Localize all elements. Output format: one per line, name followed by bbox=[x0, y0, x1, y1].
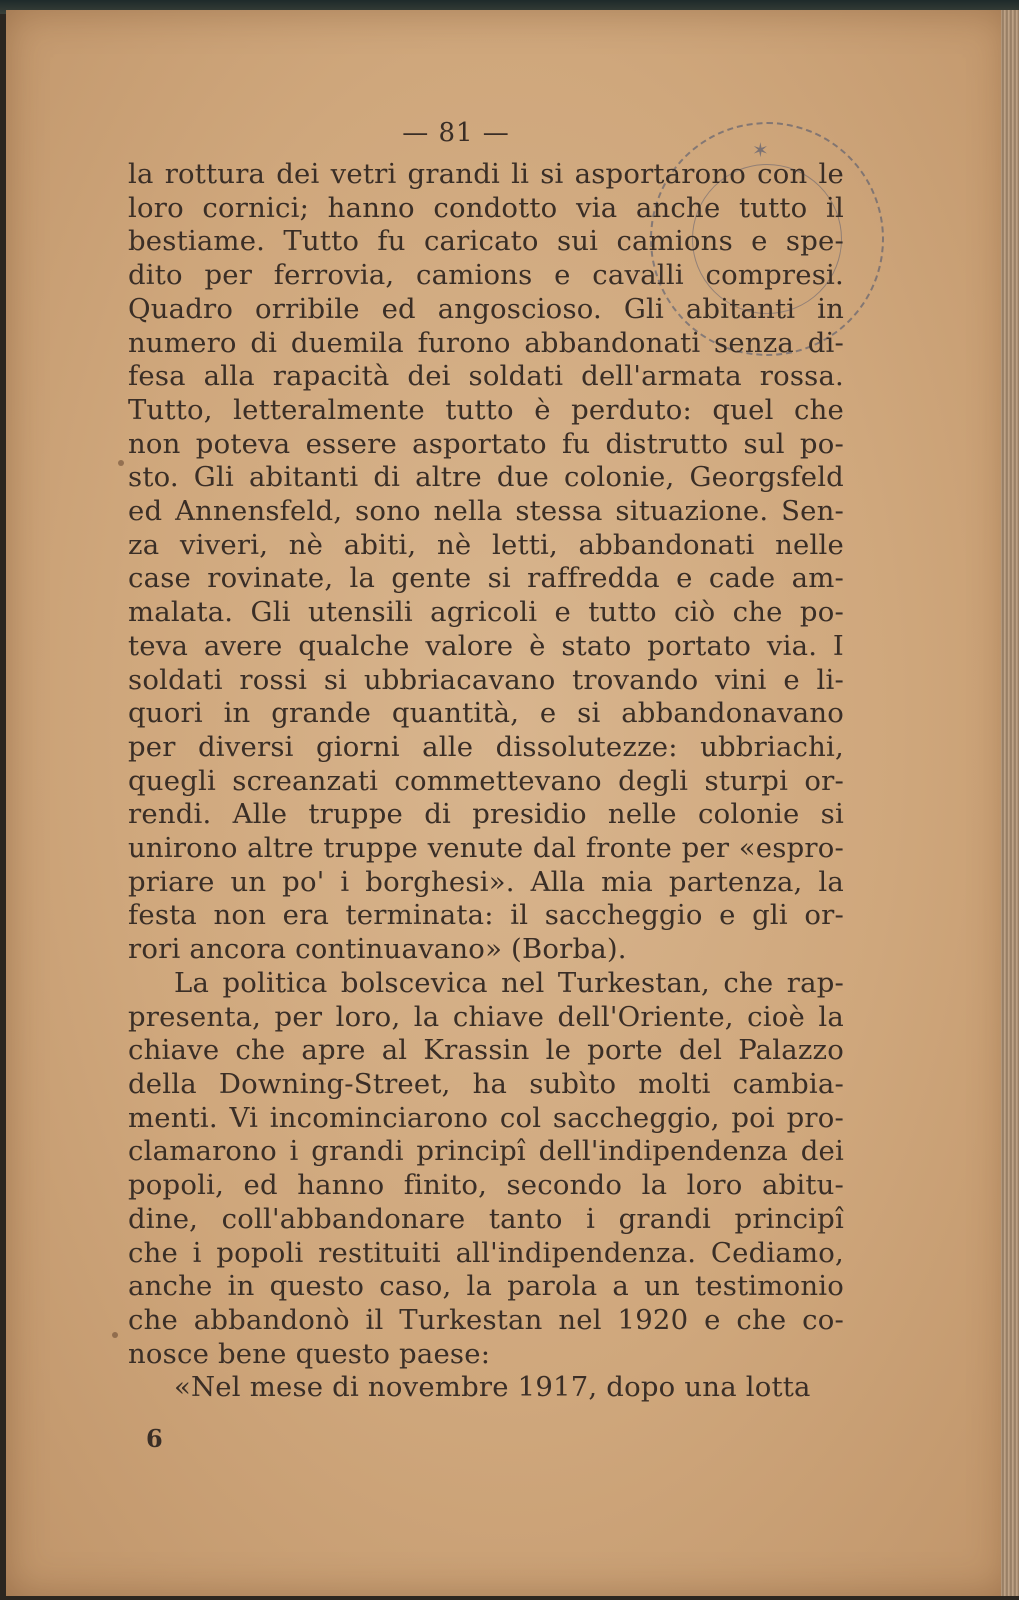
text-line: numero di duemila furono abbandonati senza di- bbox=[128, 326, 844, 359]
text-line: Tutto, letteralmente tutto è perduto: quel che bbox=[128, 393, 844, 426]
text-line: presenta, per loro, la chiave dell'Oriente, cioè la bbox=[128, 1000, 844, 1033]
page-stack-edge bbox=[1001, 10, 1019, 1596]
text-line: dine, coll'abbandonare tanto i grandi principî bbox=[128, 1202, 844, 1235]
text-line: sto. Gli abitanti di altre due colonie, Georgsfeld bbox=[128, 461, 844, 494]
text-line: festa non era terminata: il saccheggio e gli or- bbox=[128, 899, 844, 932]
text-line: quori in grande quantità, e si abbandonavano bbox=[128, 697, 844, 730]
text-line: della Downing-Street, ha subìto molti cambia- bbox=[128, 1067, 844, 1100]
text-line: La politica bolscevica nel Turkestan, che rap- bbox=[174, 966, 844, 999]
text-line: teva avere qualche valore è stato portato via. I bbox=[128, 629, 844, 662]
text-line: loro cornici; hanno condotto via anche tutto il bbox=[128, 191, 844, 224]
text-line: ed Annensfeld, sono nella stessa situazione. Sen- bbox=[128, 495, 844, 528]
paragraph-1 bbox=[128, 158, 844, 967]
text-line: priare un po' i borghesi». Alla mia partenza, la bbox=[128, 865, 844, 898]
text-line: unirono altre truppe venute dal fronte per «espro- bbox=[128, 832, 844, 865]
text-line: che i popoli restituiti all'indipendenza. Cediamo, bbox=[128, 1236, 844, 1269]
text-line: che abbandonò il Turkestan nel 1920 e che co- bbox=[128, 1303, 844, 1336]
page-text bbox=[128, 118, 844, 1405]
text-line: anche in questo caso, la parola a un testimonio bbox=[128, 1270, 844, 1303]
text-line: rori ancora continuavano» (Borba). bbox=[128, 933, 627, 966]
paper-spot bbox=[112, 1332, 118, 1338]
text-line: menti. Vi incominciarono col saccheggio, poi pro- bbox=[128, 1101, 844, 1134]
text-line: quegli screanzati commettevano degli sturpi or- bbox=[128, 764, 844, 797]
text-line: clamarono i grandi principî dell'indipendenza dei bbox=[128, 1135, 844, 1168]
text-line: per diversi giorni alle dissolutezze: ubbriachi, bbox=[128, 730, 844, 763]
paragraph-2 bbox=[128, 967, 844, 1371]
text-line: soldati rossi si ubbriacavano trovando vini e li- bbox=[128, 663, 844, 696]
text-line: non poteva essere asportato fu distrutto sul po- bbox=[128, 427, 844, 460]
text-line: la rottura dei vetri grandi li si asportarono con le bbox=[128, 158, 844, 190]
text-line: fesa alla rapacità dei soldati dell'armata rossa. bbox=[128, 360, 844, 393]
library-stamp: ✶ bbox=[650, 122, 884, 356]
text-line: rendi. Alle truppe di presidio nelle colonie si bbox=[128, 798, 844, 831]
signature-mark: 6 bbox=[146, 1424, 163, 1453]
page-number: — 81 — bbox=[402, 118, 510, 148]
paragraph-3 bbox=[128, 1371, 844, 1405]
text-line: nosce bene questo paese: bbox=[128, 1337, 491, 1370]
text-line: bestiame. Tutto fu caricato sui camions e spe- bbox=[128, 225, 844, 258]
text-line: case rovinate, la gente si raffredda e cade am- bbox=[128, 562, 844, 595]
paper-spot bbox=[118, 460, 124, 466]
text-line: Quadro orribile ed angoscioso. Gli abitanti in bbox=[128, 292, 844, 325]
text-line: za viveri, nè abiti, nè letti, abbandonati nelle bbox=[128, 528, 844, 561]
text-line: popoli, ed hanno finito, secondo la loro abitu- bbox=[128, 1169, 844, 1202]
text-line: chiave che apre al Krassin le porte del Palazzo bbox=[128, 1034, 844, 1067]
text-line: dito per ferrovia, camions e cavalli compresi. bbox=[128, 259, 844, 292]
text-line: malata. Gli utensili agricoli e tutto ciò che po- bbox=[128, 596, 844, 629]
text-line: «Nel mese di novembre 1917, dopo una lotta bbox=[174, 1371, 811, 1404]
